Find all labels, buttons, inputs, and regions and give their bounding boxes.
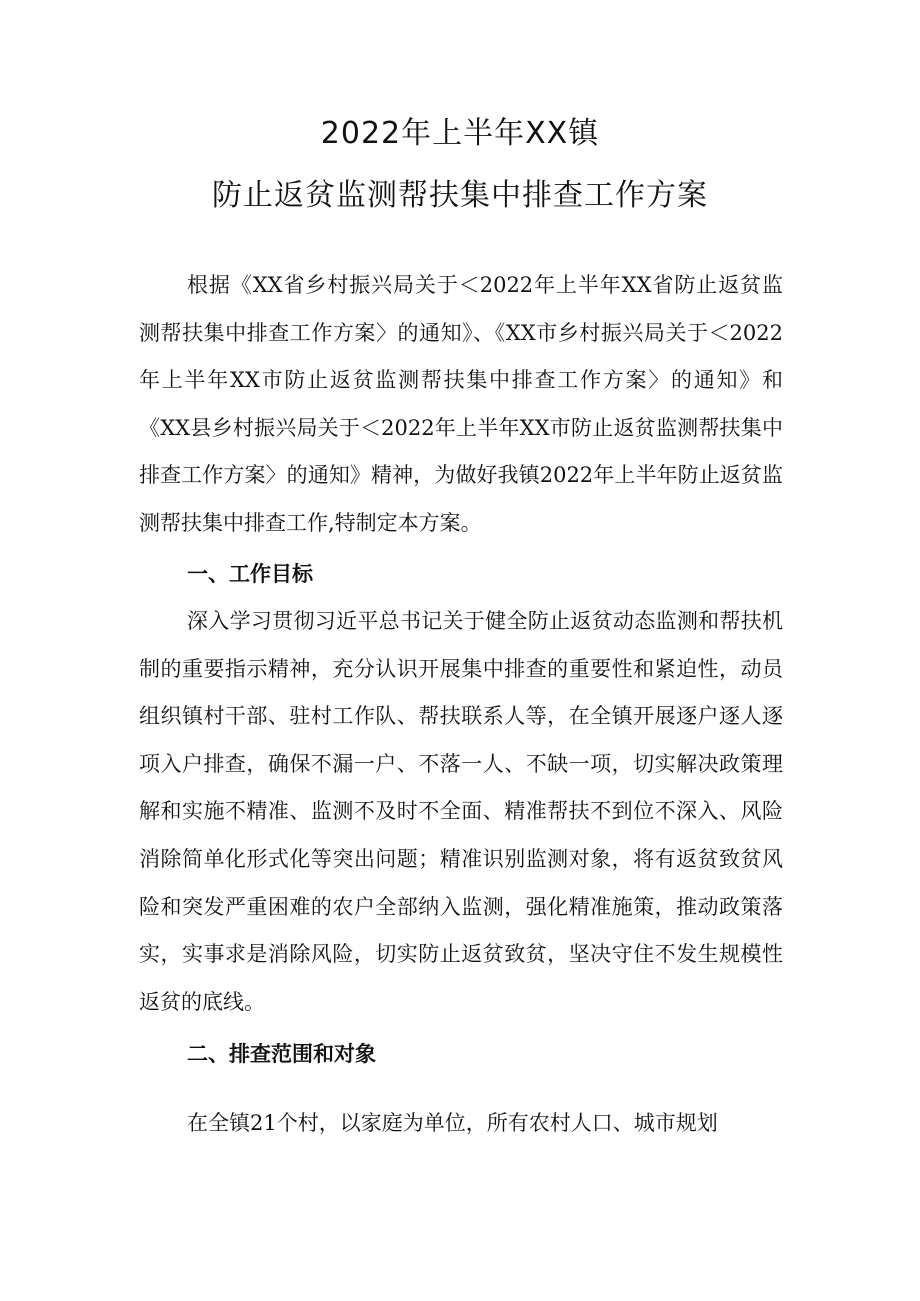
section-heading-scope-and-targets: 二、排查范围和对象 bbox=[187, 1042, 376, 1066]
document-title-line-1: 2022年上半年XX镇 bbox=[320, 116, 600, 151]
document-title-line-2: 防止返贫监测帮扶集中排查工作方案 bbox=[212, 178, 708, 213]
section-heading-work-goals: 一、工作目标 bbox=[187, 562, 313, 586]
paragraph-basis: 根据《XX省乡村振兴局关于＜2022年上半年XX省防止返贫监测帮扶集中排查工作方案〉的通知》、《XX市乡村振兴局关于＜2022年上半年XX市防止返贫监测帮扶集中排查工作方案〉的通知》和《XX县乡村振兴局关于＜2022年上半年XX市防止返贫监测帮扶集中排查工作方案〉的通知》精神，为做好我镇2022年上半年防止返贫监测帮扶集中排查工作,特制定本方案。 bbox=[139, 273, 783, 535]
paragraph-work-goals: 深入学习贯彻习近平总书记关于健全防止返贫动态监测和帮扶机制的重要指示精神，充分认识开展集中排查的重要性和紧迫性，动员组织镇村干部、驻村工作队、帮扶联系人等，在全镇开展逐户逐人逐项入户排查，确保不漏一户、不落一人、不缺一项，切实解决政策理解和实施不精准、监测不及时不全面、精准帮扶不到位不深入、风险消除简单化形式化等突出问题；精准识别监测对象，将有返贫致贫风险和突发严重困难的农户全部纳入监测，强化精准施策，推动政策落实，实事求是消除风险，切实防止返贫致贫，坚决守住不发生规模性返贫的底线。 bbox=[139, 609, 783, 1014]
paragraph-scope: 在全镇21个村，以家庭为单位，所有农村人口、城市规划 bbox=[187, 1111, 718, 1135]
